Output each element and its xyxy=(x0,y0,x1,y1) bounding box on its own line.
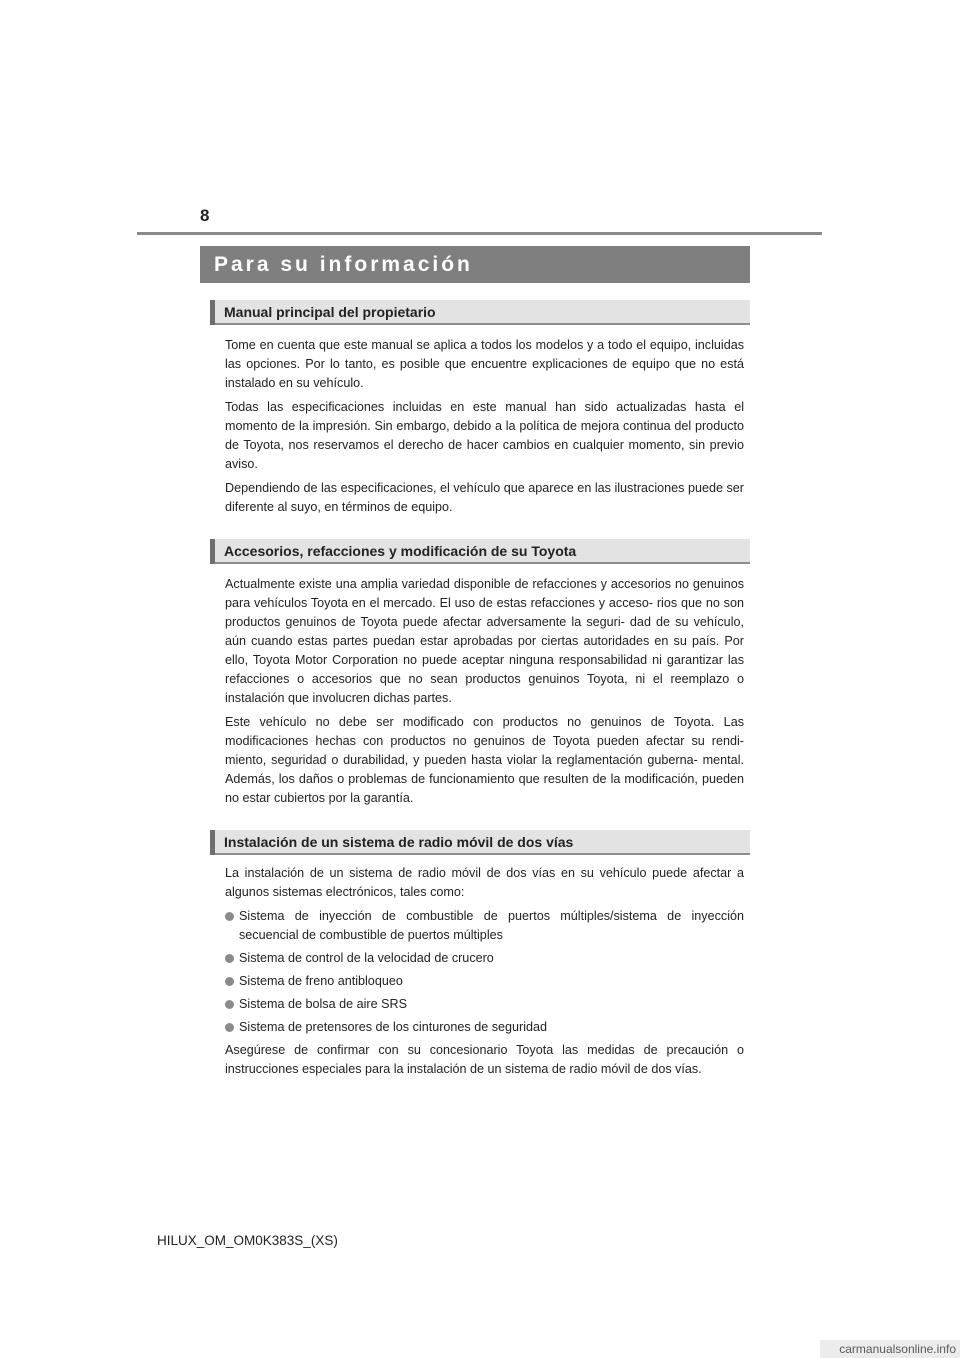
section-body xyxy=(210,855,750,1079)
bullet-dot-icon xyxy=(225,1023,234,1032)
bullet-dot-icon xyxy=(225,977,234,986)
content xyxy=(210,300,750,1079)
list-item xyxy=(225,949,744,968)
list-item xyxy=(225,995,744,1014)
bullet-dot-icon xyxy=(225,954,234,963)
section-title-bar xyxy=(200,246,750,283)
sub-header-title: Instalación de un sistema de radio móvil de dos vías xyxy=(224,833,574,850)
sub-header-title: Accesorios, refacciones y modificación de su Toyota xyxy=(224,542,577,559)
section-accessories xyxy=(210,539,750,830)
top-rule xyxy=(137,232,822,235)
list-item-text: Sistema de inyección de combustible de puertos múltiples/sistema de inyección secuencial de combustible de puertos múltiples xyxy=(239,909,744,942)
paragraph: Este vehículo no debe ser modificado con productos no genuinos de Toyota. Las modificaciones hechas con productos no genuinos de Toyota pueden afectar su rendi- miento, seguridad o durabilidad, y pueden hasta violar la reglamentación guberna- mental. Además, los daños o problemas de funcionamiento que resulten de la modificación, pueden no estar cubiertos por la garantía. xyxy=(225,715,744,805)
page-title: Para su información xyxy=(214,252,473,276)
bullet-dot-icon xyxy=(225,1000,234,1009)
section-body xyxy=(210,564,750,830)
list-item-text: Sistema de control de la velocidad de crucero xyxy=(239,951,494,965)
paragraph: Actualmente existe una amplia variedad disponible de refacciones y accesorios no genuinos para vehículos Toyota en el mercado. El uso de estas refacciones y acceso- rios que no son productos genuinos de Toyota puede afectar adversamente la seguri- dad de su vehículo, aún cuando estas partes puedan estar aprobadas por ciertas autoridades en su país. Por ello, Toyota Motor Corporation no puede aceptar ninguna responsabilidad ni garantizar las refacciones o accesorios que no sean productos genuinos Toyota, ni el reemplazo o instalación que involucren dichas partes. xyxy=(225,577,744,705)
sub-header xyxy=(210,300,750,325)
footer-code: HILUX_OM_OM0K383S_(XS) xyxy=(157,1233,338,1248)
sub-header-title: Manual principal del propietario xyxy=(224,303,436,320)
list-item-text: Sistema de pretensores de los cinturones de seguridad xyxy=(239,1020,548,1034)
paragraph: La instalación de un sistema de radio móvil de dos vías en su vehículo puede afectar a algunos sistemas electrónicos, tales como: xyxy=(225,866,744,899)
paragraph: Todas las especificaciones incluidas en este manual han sido actualizadas hasta el momento de la impresión. Sin embargo, debido a la política de mejora continua del producto de Toyota, nos reservamos el derecho de hacer cambios en cualquier momento, sin previo aviso. xyxy=(225,400,744,471)
paragraph: Asegúrese de confirmar con su concesionario Toyota las medidas de precaución o instrucciones especiales para la instalación de un sistema de radio móvil de dos vías. xyxy=(225,1043,744,1076)
sub-header xyxy=(210,539,750,564)
list-item xyxy=(225,1018,744,1037)
paragraph: Dependiendo de las especificaciones, el vehículo que aparece en las ilustraciones puede ser diferente al suyo, en términos de equipo. xyxy=(225,481,744,514)
list-item xyxy=(225,972,744,991)
sub-header xyxy=(210,830,750,855)
section-two-way-radio xyxy=(210,830,750,1079)
bullet-dot-icon xyxy=(225,912,234,921)
list-item-text: Sistema de bolsa de aire SRS xyxy=(239,997,408,1011)
paragraph: Tome en cuenta que este manual se aplica a todos los modelos y a todo el equipo, incluidas las opciones. Por lo tanto, es posible que encuentre explicaciones de equipo que no está instalado en su vehículo. xyxy=(225,338,744,390)
bullet-list xyxy=(225,907,744,1037)
page-number: 8 xyxy=(200,206,210,225)
list-item xyxy=(225,907,744,945)
list-item-text: Sistema de freno antibloqueo xyxy=(239,974,403,988)
section-body xyxy=(210,325,750,539)
watermark[interactable]: carmanualsonline.info xyxy=(820,1340,960,1358)
section-owners-manual xyxy=(210,300,750,539)
